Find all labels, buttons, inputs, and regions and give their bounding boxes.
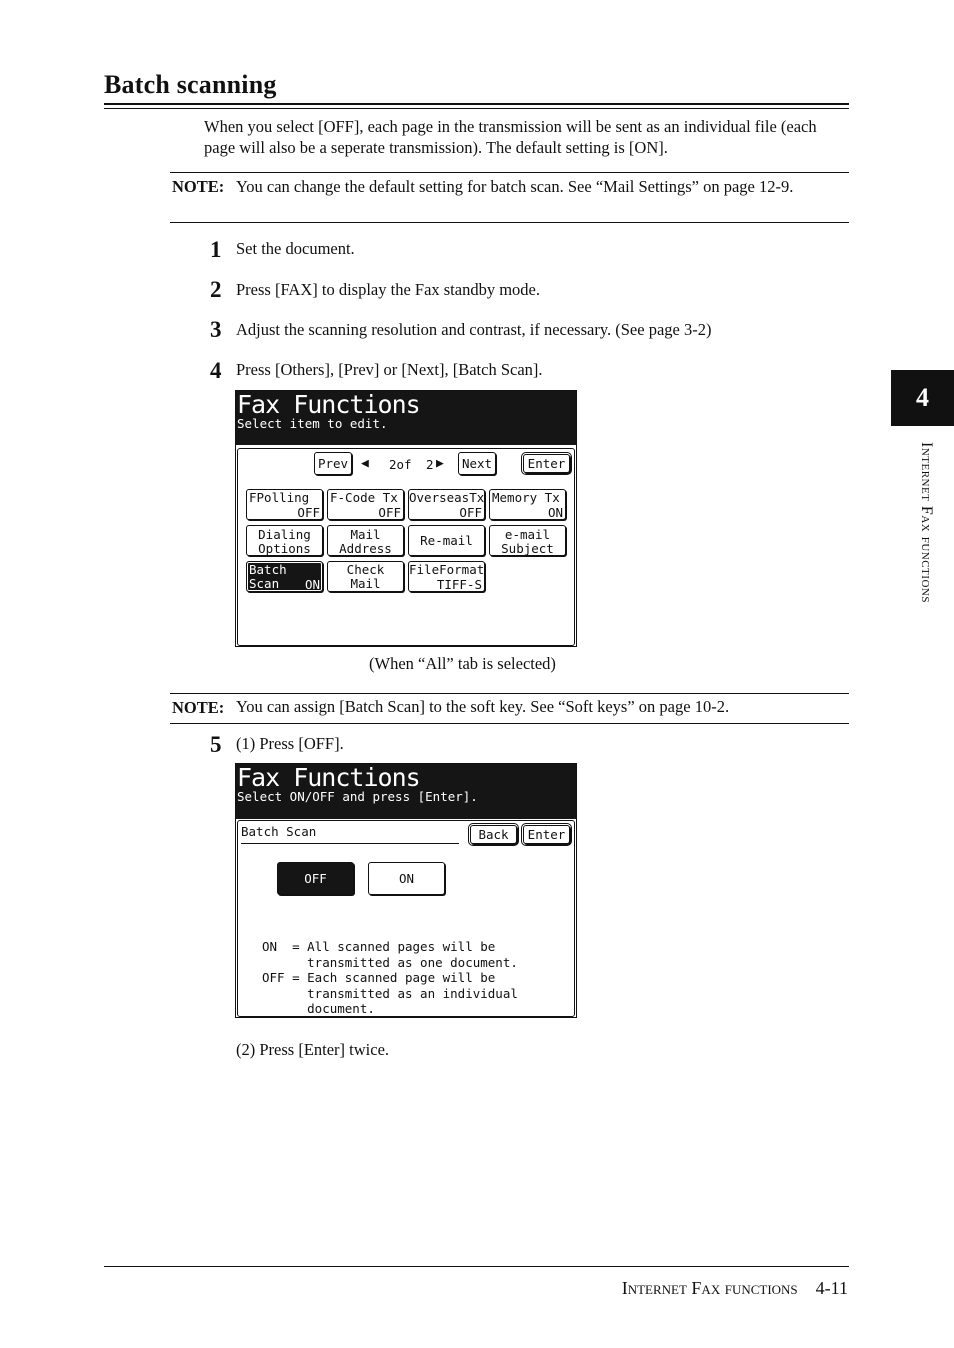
- page-title: Batch scanning: [104, 70, 277, 99]
- footer-rule: [104, 1266, 849, 1267]
- intro-paragraph: When you select [OFF], each page in the transmission will be sent as an individual file (each page will also be a seperate transmission). The default setting is [ON].: [204, 117, 817, 157]
- on-button[interactable]: ON: [368, 862, 445, 895]
- note-label: NOTE:: [172, 698, 225, 717]
- lcd-panel: [237, 820, 575, 1017]
- note-label: NOTE:: [172, 177, 225, 196]
- step-number: 4: [210, 358, 222, 383]
- prev-arrow-icon: ◀: [361, 456, 369, 471]
- note-rule: [170, 172, 849, 173]
- lcd-panel: [237, 448, 575, 646]
- step-text: Set the document.: [236, 239, 355, 258]
- note-rule: [170, 693, 849, 694]
- e-mail-subject-key[interactable]: e-mail Subject: [489, 525, 566, 556]
- chapter-tab: 4: [891, 370, 954, 426]
- field-label: Batch Scan: [241, 824, 317, 839]
- option-description: ON = All scanned pages will be transmitted as one document. OFF = Each scanned page will be transmitted as an individual document.: [262, 939, 518, 1016]
- f-code-tx-key[interactable]: F-Code Tx OFF: [327, 489, 404, 520]
- step-number: 1: [210, 237, 222, 262]
- prev-button[interactable]: Prev: [314, 452, 352, 475]
- title-rule-thin: [104, 108, 849, 109]
- lcd-header: [236, 391, 576, 445]
- note-text: You can assign [Batch Scan] to the soft key. See “Soft keys” on page 10-2.: [236, 697, 730, 716]
- enter-button[interactable]: Enter: [523, 454, 570, 473]
- step-text: Press [Others], [Prev] or [Next], [Batch Scan].: [236, 360, 543, 379]
- memory-tx-key[interactable]: Memory Tx ON: [489, 489, 566, 520]
- batch-scan-key[interactable]: Batch Scan ON: [246, 561, 323, 592]
- file-format-key[interactable]: FileFormat TIFF-S: [409, 562, 485, 592]
- re-mail-key[interactable]: Re-mail: [408, 525, 485, 556]
- step-substep: (2) Press [Enter] twice.: [236, 1040, 390, 1059]
- step-number: 3: [210, 317, 222, 342]
- step-text: Press [FAX] to display the Fax standby mode.: [236, 280, 541, 299]
- note-text: You can change the default setting for batch scan. See “Mail Settings” on page 12-9.: [236, 177, 794, 196]
- lcd-header: [236, 764, 576, 819]
- overseas-tx-key[interactable]: OverseasTx OFF: [409, 490, 485, 520]
- next-button[interactable]: Next: [458, 452, 496, 475]
- page-indicator-left: 2of: [389, 457, 412, 472]
- screen-caption: (When “All” tab is selected): [369, 654, 556, 673]
- page-indicator-right: 2: [426, 457, 434, 472]
- next-arrow-icon: ▶: [436, 456, 444, 471]
- dialing-options-key[interactable]: Dialing Options: [246, 525, 323, 556]
- off-button[interactable]: OFF: [277, 862, 354, 895]
- step-text: Adjust the scanning resolution and contrast, if necessary. (See page 3-2): [236, 320, 712, 339]
- check-mail-key[interactable]: Check Mail: [327, 561, 404, 592]
- back-button[interactable]: Back: [470, 825, 517, 844]
- step-text: (1) Press [OFF].: [236, 734, 344, 753]
- lcd-title: Fax Functions: [237, 763, 420, 792]
- chapter-side-label: Internet Fax functions: [918, 442, 935, 603]
- step-number: 2: [210, 277, 222, 302]
- batch-scan-field: [241, 824, 459, 844]
- title-rule: [104, 103, 849, 105]
- footer-section: Internet Fax functions: [621, 1278, 798, 1298]
- lcd-subtitle: Select ON/OFF and press [Enter].: [237, 789, 478, 804]
- lcd-screen-batch-scan: [235, 763, 577, 1018]
- lcd-screen-fax-functions: [235, 390, 577, 647]
- enter-button[interactable]: Enter: [523, 825, 570, 844]
- step-number: 5: [210, 732, 222, 757]
- note-rule: [170, 222, 849, 223]
- lcd-title: Fax Functions: [237, 390, 420, 419]
- fpolling-key[interactable]: FPolling OFF: [246, 489, 323, 520]
- footer: [622, 1278, 848, 1299]
- footer-page-number: 4-11: [815, 1278, 848, 1298]
- lcd-subtitle: Select item to edit.: [237, 416, 388, 431]
- note-rule: [170, 723, 849, 724]
- mail-address-key[interactable]: Mail Address: [327, 525, 404, 556]
